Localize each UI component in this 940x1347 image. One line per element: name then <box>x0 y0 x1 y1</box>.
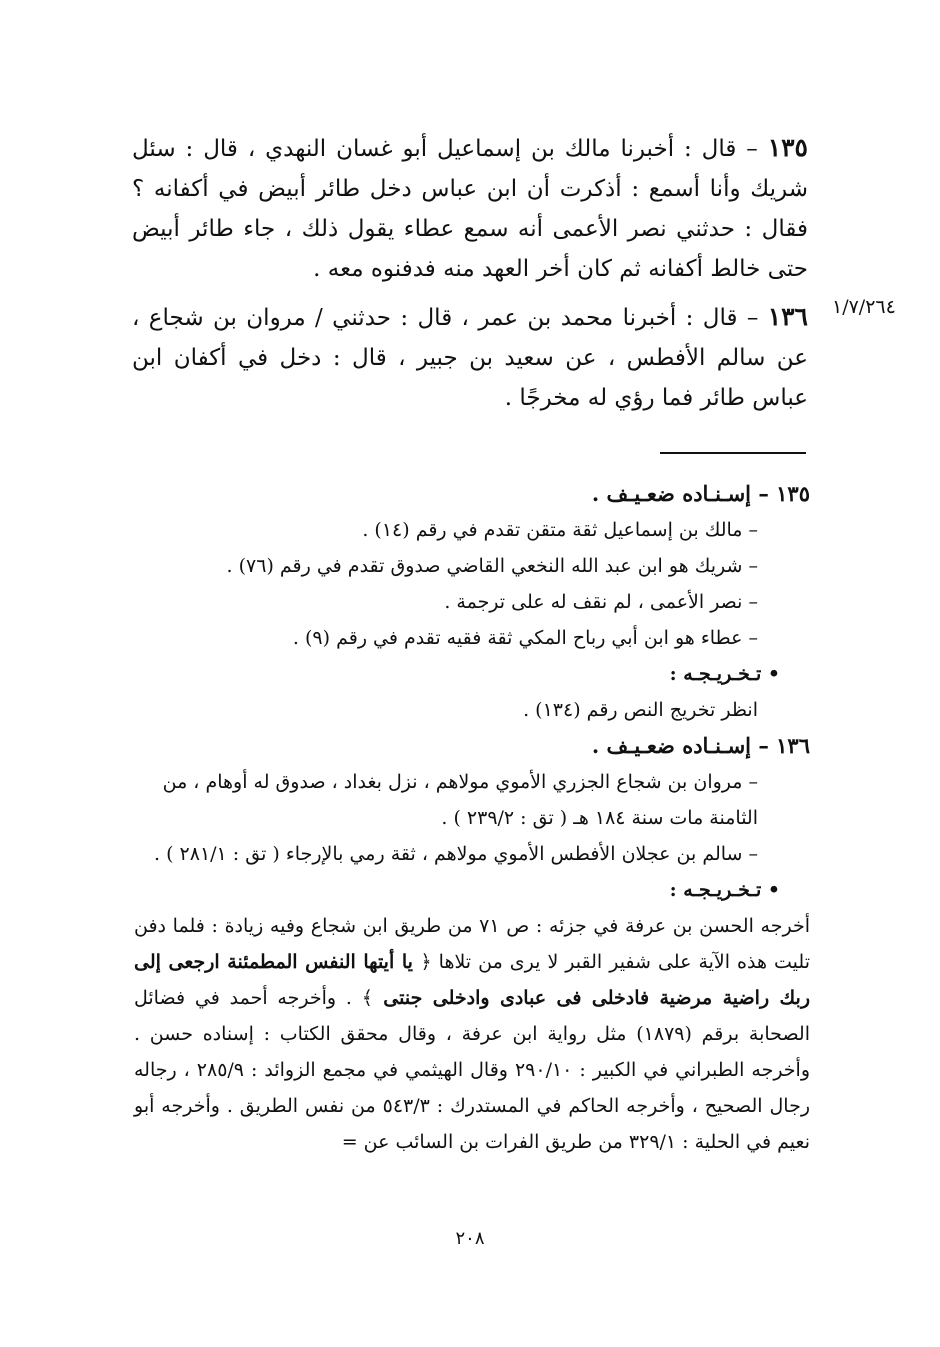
hadith-number-135: ١٣٥ <box>767 133 808 162</box>
paragraph-135-text: – قال : أخبرنا مالك بن إسماعيل أبو غسان النهدي ، قال : سئل شريك وأنا أسمع : أذكرت أن ابن عباس دخل طائر أبيض في أكفانه ؟ فقال : حدثني نصر الأعمى أنه سمع عطاء يقول ذلك ، جاء طائر أبيض حتى خالط أكفانه ثم كان أخر العهد منه فدفنوه معه . <box>132 136 808 282</box>
takhrij-label: • تـخـريـجـه : <box>669 663 780 685</box>
note-135-item: – عطاء هو ابن أبي رباح المكي ثقة فقيه تقدم في رقم (٩) . <box>292 627 758 649</box>
footnotes <box>134 476 810 1160</box>
footnote-separator <box>660 452 806 454</box>
note-135-heading: ١٣٥ – إسـنـاده ضعـيـف . <box>591 481 810 506</box>
note-135-item: – نصر الأعمى ، لم نقف له على ترجمة . <box>444 591 758 613</box>
paragraph-136 <box>132 297 808 418</box>
takhrij-label-2: • تـخـريـجـه : <box>669 879 780 901</box>
note-136-item: – سالم بن عجلان الأفطس الأموي مولاهم ، ثقة رمي بالإرجاء ( تق : ٢٨١/١ ) . <box>154 843 758 865</box>
margin-reference: ١/٧/٢٦٤ <box>832 296 896 318</box>
hadith-number-136: ١٣٦ <box>767 302 808 331</box>
note-136-takhrij-part2: ﴾ . وأخرجه أحمد في فضائل الصحابة برقم (١٨٧٩) مثل رواية ابن عرفة ، وقال محقق الكتاب : إسناده حسن . وأخرجه الطبراني في الكبير : ٢٩٠/١٠ وقال الهيثمي في مجمع الزوائد : ٢٨٥/٩ ، رجاله رجال الصحيح ، وأخرجه الحاكم في المستدرك : ٥٤٣/٣ من نفس الطريق . وأخرجه أبو نعيم في الحلية : ٣٢٩/١ من طريق الفرات بن السائب عن = <box>134 987 811 1153</box>
note-135-item: – شريك هو ابن عبد الله النخعي القاضي صدوق تقدم في رقم (٧٦) . <box>226 555 758 577</box>
paragraph-136-text: – قال : أخبرنا محمد بن عمر ، قال : حدثني / مروان بن شجاع ، عن سالم الأفطس ، عن سعيد بن جبير ، قال : دخل في أكفان ابن عباس طائر فما رؤي له مخرجًا . <box>132 305 808 411</box>
main-text <box>132 128 808 426</box>
paragraph-135 <box>132 128 808 289</box>
note-135-item: – مالك بن إسماعيل ثقة متقن تقدم في رقم (١٤) . <box>362 519 758 541</box>
note-136-item: – مروان بن شجاع الجزري الأموي مولاهم ، نزل بغداد ، صدوق له أوهام ، من الثامنة مات سنة ١٨٤ هـ ( تق : ٢٣٩/٢ ) . <box>162 771 758 829</box>
note-135-takhrij: انظر تخريج النص رقم (١٣٤) . <box>523 699 758 721</box>
page-number: ٢٠٨ <box>455 1228 485 1249</box>
note-136-takhrij-part1: أخرجه الحسن بن عرفة في جزئه : ص ٧١ من طريق ابن شجاع وفيه زيادة : فلما دفن تليت هذه الآية على شفير القبر لا يرى من تلاها ﴿ <box>134 915 810 973</box>
note-136-takhrij <box>134 908 810 1160</box>
quran-verse: يا أيتها النفس المطمئنة ارجعى إلى ربك راضية مرضية فادخلى فى عبادى وادخلى جنتى <box>134 951 811 1009</box>
note-136-heading: ١٣٦ – إسـنـاده ضعـيـف . <box>591 733 810 758</box>
